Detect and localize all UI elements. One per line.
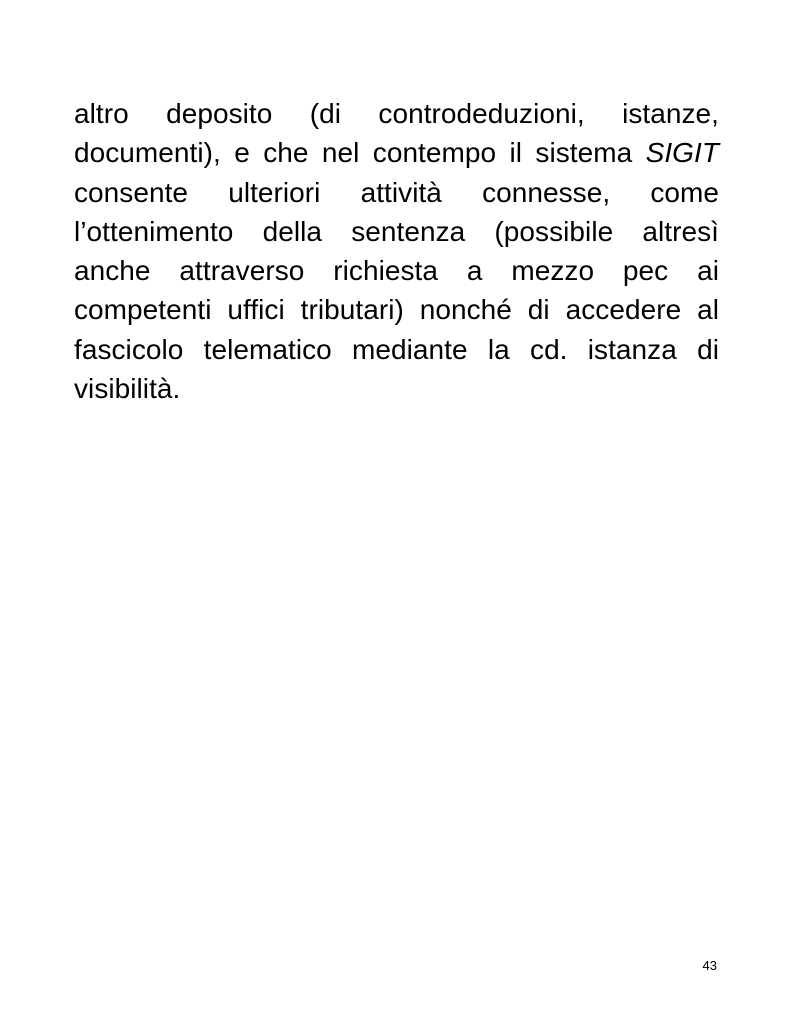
text-line-2-start: documenti), e che nel contempo il sistema	[74, 137, 646, 169]
text-line-1: altro deposito (di controdeduzioni, istanze,	[74, 98, 719, 129]
sigit-term: SIGIT	[645, 137, 719, 169]
body-paragraph	[74, 94, 719, 408]
text-line-7: fascicolo telematico mediante la cd. istanza di	[74, 333, 719, 365]
page-number: 43	[702, 958, 717, 973]
text-line-5: anche attraverso richiesta a mezzo pec ai	[74, 255, 719, 287]
text-line-6: competenti uffici tributari) nonché di accedere al	[74, 294, 719, 326]
text-line-4: l’ottenimento della sentenza (possibile altresì	[74, 215, 719, 247]
text-line-3: consente ulteriori attività connesse, come	[74, 176, 719, 208]
text-line-8: visibilità.	[74, 373, 181, 405]
text-line-2	[74, 133, 719, 172]
